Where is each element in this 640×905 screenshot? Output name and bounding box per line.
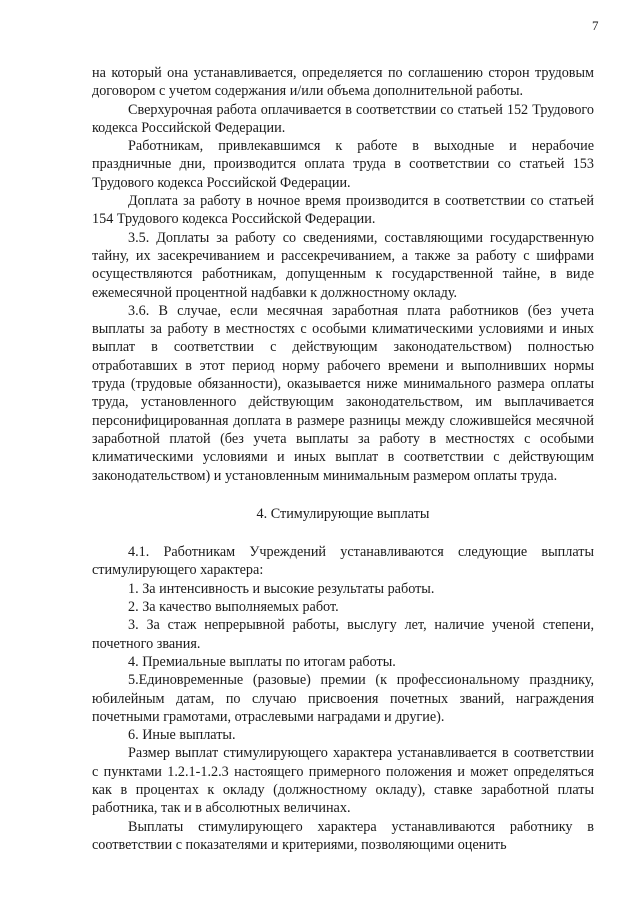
list-item-6: 6. Иные выплаты. xyxy=(128,727,236,744)
page-number: 7 xyxy=(592,18,599,33)
list-item-2: 2. За качество выполняемых работ. xyxy=(128,599,339,616)
paragraph-weekend-work: Работникам, привлекавшимся к работе в выходные и нерабочие праздничные дни, производится оплата труда в соответствии со статьей 153 Трудового кодекса Российской Федерации. xyxy=(92,138,594,191)
paragraph-night-work: Доплата за работу в ночное время производится в соответствии со статьей 154 Трудового кодекса Российской Федерации. xyxy=(92,193,594,228)
list-item-3: 3. За стаж непрерывной работы, выслугу лет, наличие ученой степени, почетного звания. xyxy=(92,617,594,652)
list-item-1: 1. За интенсивность и высокие результаты работы. xyxy=(128,580,435,597)
paragraph-continuation: на который она устанавливается, определяется по соглашению сторон трудовым договором с учетом содержания и/или объема дополнительной работы. xyxy=(92,65,594,100)
list-item-4: 4. Премиальные выплаты по итогам работы. xyxy=(128,653,396,670)
section-title: 4. Стимулирующие выплаты xyxy=(256,505,430,522)
paragraph-4-1: 4.1. Работникам Учреждений устанавливаются следующие выплаты стимулирующего характера: xyxy=(92,544,594,579)
document-body xyxy=(92,64,594,854)
list-item-5: 5.Единовременные (разовые) премии (к профессиональному празднику, юбилейным датам, по случаю присвоения почетных званий, награждения почетными грамотами, отраслевыми наградами и другие). xyxy=(92,672,594,725)
paragraph-size: Размер выплат стимулирующего характера устанавливается в соответствии с пунктами 1.2.1-1.2.3 настоящего примерного положения и может определяться как в процентах к окладу (должностному окладу), ставке заработной платы работника, так и в абсолютных величинах. xyxy=(92,745,594,817)
paragraph-criteria: Выплаты стимулирующего характера устанавливаются работнику в соответствии с показателями и критериями, позволяющими оценить xyxy=(92,818,594,853)
paragraph-3-5: 3.5. Доплаты за работу со сведениями, составляющими государственную тайну, их засекречиванием и рассекречиванием, а также за работу с шифрами осуществляются работникам, допущенным к государственной тайне, в виде ежемесячной процентной надбавки к должностному окладу. xyxy=(92,229,594,301)
paragraph-3-6: 3.6. В случае, если месячная заработная плата работников (без учета выплаты за работу в местностях с особыми климатическими условиями и иных выплат в соответствии с действующим законодательством) полностью отработавших в этот период норму рабочего времени и выполнивших нормы труда (трудовые обязанности), оказывается ниже минимального размера оплаты труда, установленного действующим законодательством, им выплачивается персонифицированная доплата в размере разницы между сложившейся месячной заработной платой (без учета выплаты за работу в местностях с особыми климатическими условиями и иных выплат в соответствии с действующим законодательством) и установленным минимальным размером оплаты труда. xyxy=(92,302,594,484)
paragraph-overtime: Сверхурочная работа оплачивается в соответствии со статьей 152 Трудового кодекса Российской Федерации. xyxy=(92,101,594,136)
